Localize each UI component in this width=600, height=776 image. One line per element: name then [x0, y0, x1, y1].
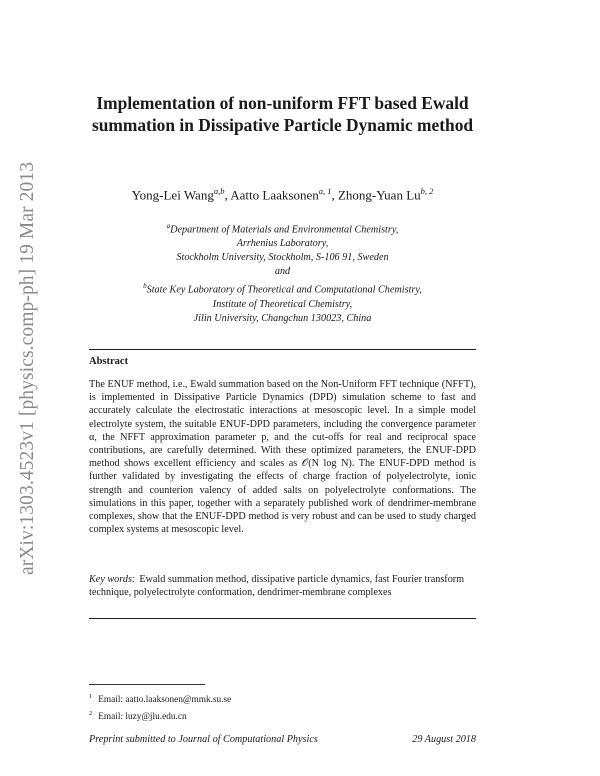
footnote-mark: 2	[89, 710, 93, 718]
affiliation-line: Stockholm University, Stockholm, S-106 91, Sweden	[176, 252, 389, 264]
abstract-bottom-rule	[89, 618, 476, 619]
affiliation-line: Institute of Theoretical Chemistry,	[212, 298, 353, 310]
author-list: Yong-Lei Wang$^{a,b}$, Aatto Laaksonen$^{a, 1}$, Zhong-Yuan Lu$^{b, 2}$	[131, 186, 434, 203]
keywords-label: Key words:	[89, 574, 136, 585]
affiliation-line: Arrhenius Laboratory,	[236, 238, 329, 250]
footnotes	[89, 690, 476, 724]
affiliation-line	[89, 219, 476, 237]
footnote-text: Email: luzy@jlu.edu.cn	[98, 712, 187, 723]
affiliation-text: Department of Materials and Environmental Chemistry,	[170, 224, 399, 236]
author-affil-mark: b, 2	[420, 186, 434, 196]
abstract-top-rule	[89, 349, 476, 350]
author-name: Zhong-Yuan Lu	[337, 187, 421, 203]
affiliation-mark: a	[166, 222, 171, 230]
footnote-rule	[89, 684, 205, 685]
footer-journal: Preprint submitted to Journal of Computational Physics	[89, 734, 318, 745]
affiliation-line: Jilin University, Changchun 130023, China	[193, 312, 372, 324]
affiliation-and: and	[274, 266, 291, 278]
keywords	[89, 573, 476, 599]
affiliations	[89, 219, 476, 326]
abstract-heading: Abstract	[89, 356, 129, 367]
affiliation-mark: b	[143, 282, 147, 291]
page-footer	[89, 734, 476, 745]
author-name: Aatto Laaksonen	[230, 187, 319, 203]
author-affil-mark: a, 1	[318, 186, 332, 196]
footnote-1	[89, 690, 476, 707]
affiliation-line	[89, 279, 476, 297]
footer-date: 29 August 2018	[412, 734, 476, 745]
abstract-text: The ENUF method, i.e., Ewald summation based on the Non-Uniform FFT technique (NFFT), is implemented in Dissipative Particle Dynamics (DPD) simulation scheme to fast and accurately calculate the electrostatic interactions at mesoscopic level. In a simple model electrolyte system, the suitable ENUF-DPD parameters, including the convergence parameter α, the NFFT approximation parameter p, and the cut-offs for real and reciprocal space contributions, are carefully determined. With these optimized parameters, the ENUF-DPD method shows excellent efficiency and scales as 𝒪(N log N). The ENUF-DPD method is further validated by investigating the effects of charge fraction of polyelectrolyte, ionic strength and counterion valency of added salts on polyelectrolyte conformations. The simulations in this paper, together with a separately published work of dendrimer-membrane complexes, show that the ENUF-DPD method is very robust and can be used to study charged complex systems at mesoscopic level.	[89, 379, 476, 536]
keywords-text: Ewald summation method, dissipative particle dynamics, fast Fourier transform technique, polyelectrolyte conformation, dendrimer-membrane complexes	[89, 574, 465, 599]
author-affil-mark: a,b	[213, 186, 225, 196]
paper-title: Implementation of non-uniform FFT based Ewald summation in Dissipative Particle Dynamic method	[91, 93, 474, 135]
arxiv-identifier: arXiv:1303.4523v1 [physics.comp-ph] 19 Mar 2013	[17, 161, 38, 575]
affiliation-text: State Key Laboratory of Theoretical and Computational Chemistry,	[146, 284, 422, 296]
footnote-mark: 1	[89, 693, 93, 700]
author-name: Yong-Lei Wang	[131, 187, 214, 203]
footnote-2	[89, 707, 476, 724]
footnote-text: Email: aatto.laaksonen@mmk.su.se	[98, 695, 232, 706]
